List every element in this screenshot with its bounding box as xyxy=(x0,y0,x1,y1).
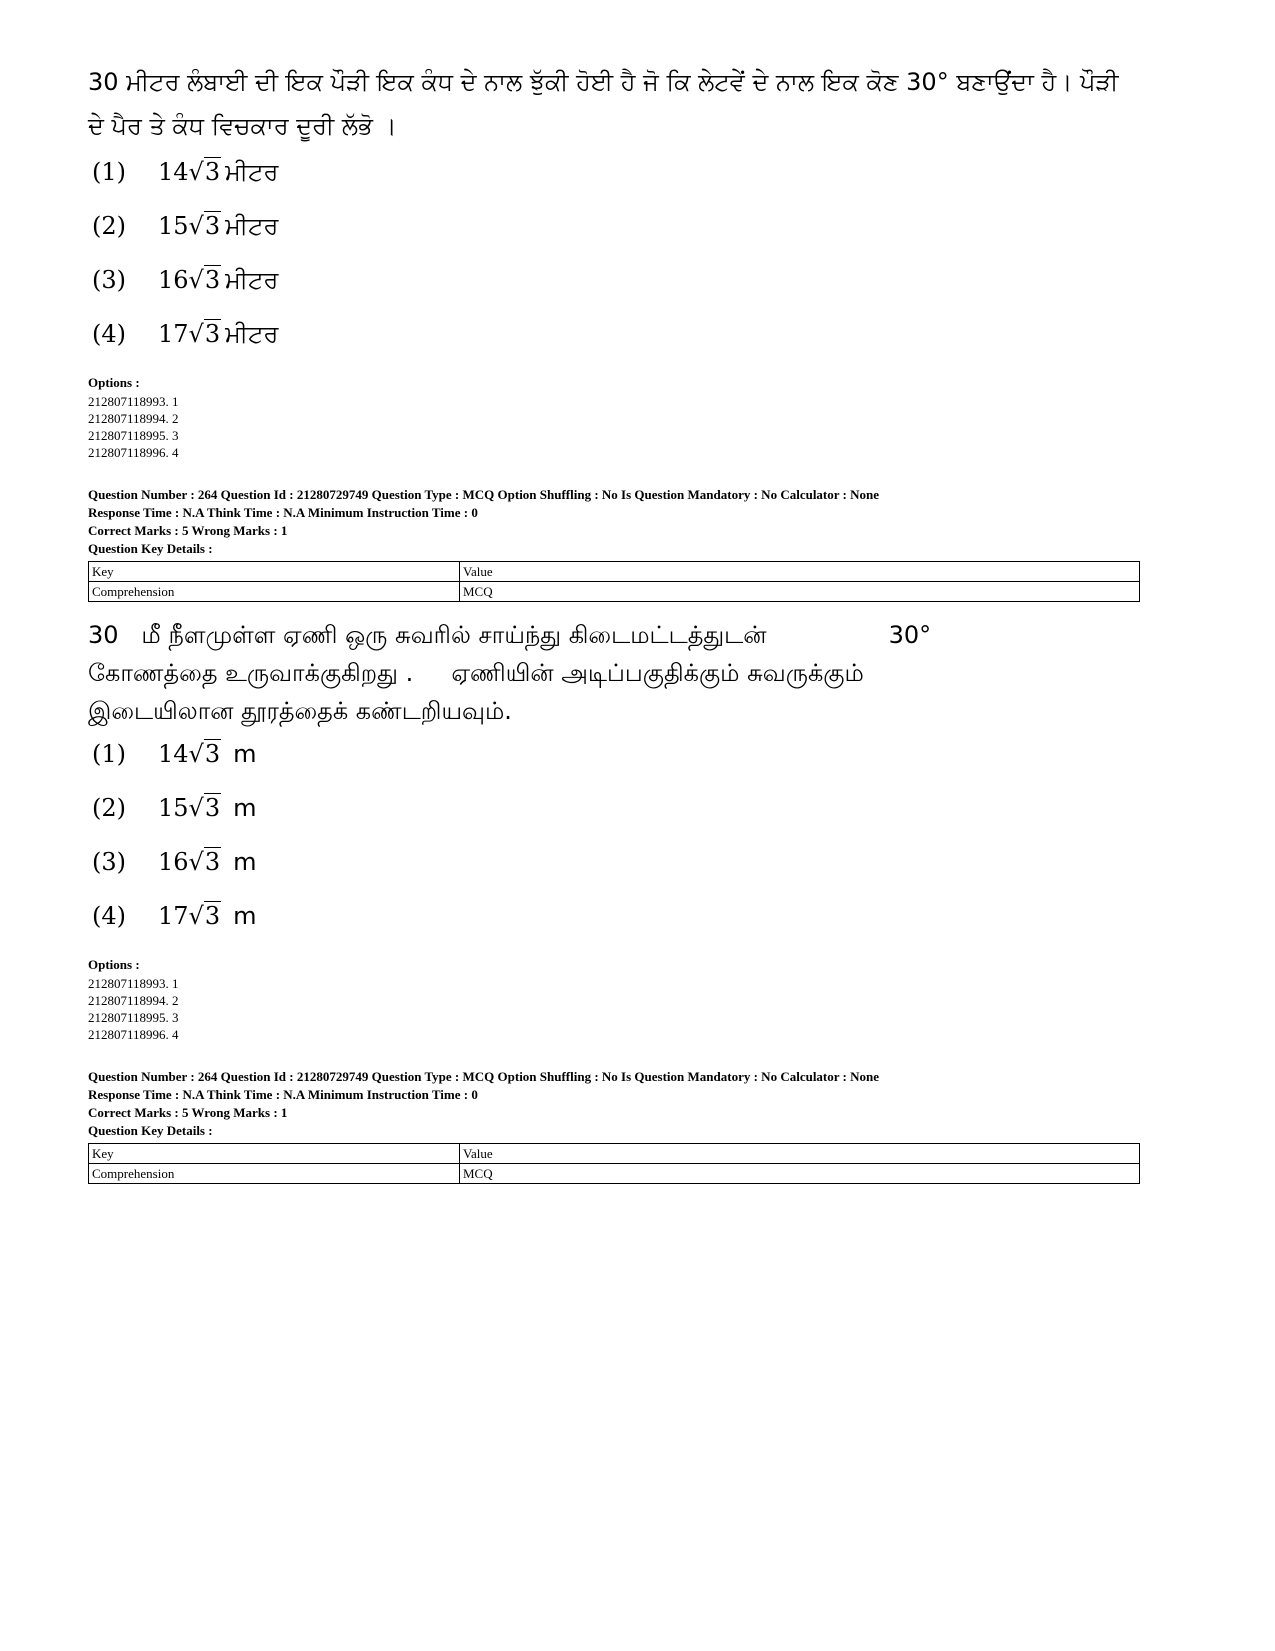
marks-line: Correct Marks : 5 Wrong Marks : 1 xyxy=(88,1105,288,1120)
option-3 xyxy=(88,848,1188,902)
options-label: Options : xyxy=(88,957,140,972)
option-2 xyxy=(88,212,1188,266)
option-id: 212807118996. 4 xyxy=(88,1027,179,1042)
table-header-key: Key xyxy=(89,1144,460,1164)
option-2 xyxy=(88,794,1188,848)
question-key-table xyxy=(88,561,1140,602)
table-cell-key: Comprehension xyxy=(89,582,460,602)
option-value: 17√3 xyxy=(158,320,221,348)
option-4 xyxy=(88,320,1188,374)
options-label: Options : xyxy=(88,375,140,390)
option-unit: ਮੀਟਰ xyxy=(225,212,279,240)
sqrt-symbol: √3 xyxy=(188,320,221,348)
option-unit: m xyxy=(233,902,257,930)
key-details-label: Question Key Details : xyxy=(88,541,213,556)
option-number: (2) xyxy=(92,794,126,822)
table-header-row xyxy=(89,1144,1140,1164)
table-header-value: Value xyxy=(460,562,1140,582)
question-line-2: கோணத்தை உருவாக்குகிறது . ஏணியின் அடிப்பகுதிக்கும் சுவருக்கும் xyxy=(88,659,864,687)
option-value: 14√3 xyxy=(158,158,221,186)
option-number: (4) xyxy=(92,902,126,930)
table-cell-key: Comprehension xyxy=(89,1164,460,1184)
table-header-key: Key xyxy=(89,562,460,582)
sqrt-symbol: √3 xyxy=(188,212,221,240)
table-row xyxy=(89,1164,1140,1184)
meta-line-1: Question Number : 264 Question Id : 21280729749 Question Type : MCQ Option Shuffling : No Is Question Mandatory : No Calculator : None xyxy=(88,487,880,502)
option-value: 17√3 xyxy=(158,902,221,930)
question-block-tamil xyxy=(88,616,1188,1184)
sqrt-symbol: √3 xyxy=(188,740,221,768)
option-id-list xyxy=(88,975,1188,1043)
option-number: (2) xyxy=(92,212,126,240)
option-number: (4) xyxy=(92,320,126,348)
question-key-table xyxy=(88,1143,1140,1184)
sqrt-symbol: √3 xyxy=(188,266,221,294)
option-number: (1) xyxy=(92,740,126,768)
sqrt-symbol: √3 xyxy=(188,848,221,876)
question-line-3: இடையிலான தூரத்தைக் கண்டறியவும். xyxy=(88,697,512,725)
table-row xyxy=(89,582,1140,602)
option-id: 212807118993. 1 xyxy=(88,394,179,409)
table-cell-value: MCQ xyxy=(460,582,1140,602)
option-3 xyxy=(88,266,1188,320)
answer-options-tamil xyxy=(88,740,1188,956)
question-metadata xyxy=(88,1069,1188,1139)
option-4 xyxy=(88,902,1188,956)
sqrt-symbol: √3 xyxy=(188,902,221,930)
option-id: 212807118994. 2 xyxy=(88,993,179,1008)
option-value: 16√3 xyxy=(158,266,221,294)
question-metadata xyxy=(88,487,1188,557)
meta-line-1: Question Number : 264 Question Id : 21280729749 Question Type : MCQ Option Shuffling : No Is Question Mandatory : No Calculator : None xyxy=(88,1069,880,1084)
table-header-row xyxy=(89,562,1140,582)
option-id-list xyxy=(88,393,1188,461)
option-id: 212807118996. 4 xyxy=(88,445,179,460)
option-unit: ਮੀਟਰ xyxy=(225,320,279,348)
option-value: 16√3 xyxy=(158,848,221,876)
option-unit: m xyxy=(233,848,257,876)
option-id: 212807118993. 1 xyxy=(88,976,179,991)
question-text-punjabi xyxy=(88,60,1188,148)
question-line-2: ਦੇ ਪੈਰ ਤੇ ਕੰਧ ਵਿਚਕਾਰ ਦੂਰੀ ਲੱਭੋ । xyxy=(88,112,397,140)
marks-line: Correct Marks : 5 Wrong Marks : 1 xyxy=(88,523,288,538)
option-value: 15√3 xyxy=(158,212,221,240)
meta-line-2: Response Time : N.A Think Time : N.A Minimum Instruction Time : 0 xyxy=(88,505,478,520)
question-text-tamil xyxy=(88,616,1188,730)
option-value: 14√3 xyxy=(158,740,221,768)
option-value: 15√3 xyxy=(158,794,221,822)
option-1 xyxy=(88,740,1188,794)
option-number: (3) xyxy=(92,848,126,876)
answer-options-punjabi xyxy=(88,158,1188,374)
option-unit: ਮੀਟਰ xyxy=(225,158,279,186)
option-unit: ਮੀਟਰ xyxy=(225,266,279,294)
table-header-value: Value xyxy=(460,1144,1140,1164)
option-id: 212807118995. 3 xyxy=(88,1010,179,1025)
option-id: 212807118995. 3 xyxy=(88,428,179,443)
table-cell-value: MCQ xyxy=(460,1164,1140,1184)
key-details-label: Question Key Details : xyxy=(88,1123,213,1138)
option-number: (1) xyxy=(92,158,126,186)
option-unit: m xyxy=(233,740,257,768)
document-page xyxy=(88,60,1188,1184)
option-number: (3) xyxy=(92,266,126,294)
sqrt-symbol: √3 xyxy=(188,158,221,186)
meta-line-2: Response Time : N.A Think Time : N.A Minimum Instruction Time : 0 xyxy=(88,1087,478,1102)
option-id: 212807118994. 2 xyxy=(88,411,179,426)
question-line-1: 30 ਮੀਟਰ ਲੰਬਾਈ ਦੀ ਇਕ ਪੌੜੀ ਇਕ ਕੰਧ ਦੇ ਨਾਲ ਝੁੱਕੀ ਹੋਈ ਹੈ ਜੋ ਕਿ ਲੇਟਵੇਂ ਦੇ ਨਾਲ ਇਕ ਕੋਣ 30° ਬਣਾਉਂਦਾ ਹੈ। ਪੌੜੀ xyxy=(88,68,1119,96)
option-unit: m xyxy=(233,794,257,822)
question-line-1: 30 மீ நீளமுள்ள ஏணி ஒரு சுவரில் சாய்ந்து கிடைமட்டத்துடன் 30° xyxy=(88,621,932,649)
sqrt-symbol: √3 xyxy=(188,794,221,822)
option-1 xyxy=(88,158,1188,212)
